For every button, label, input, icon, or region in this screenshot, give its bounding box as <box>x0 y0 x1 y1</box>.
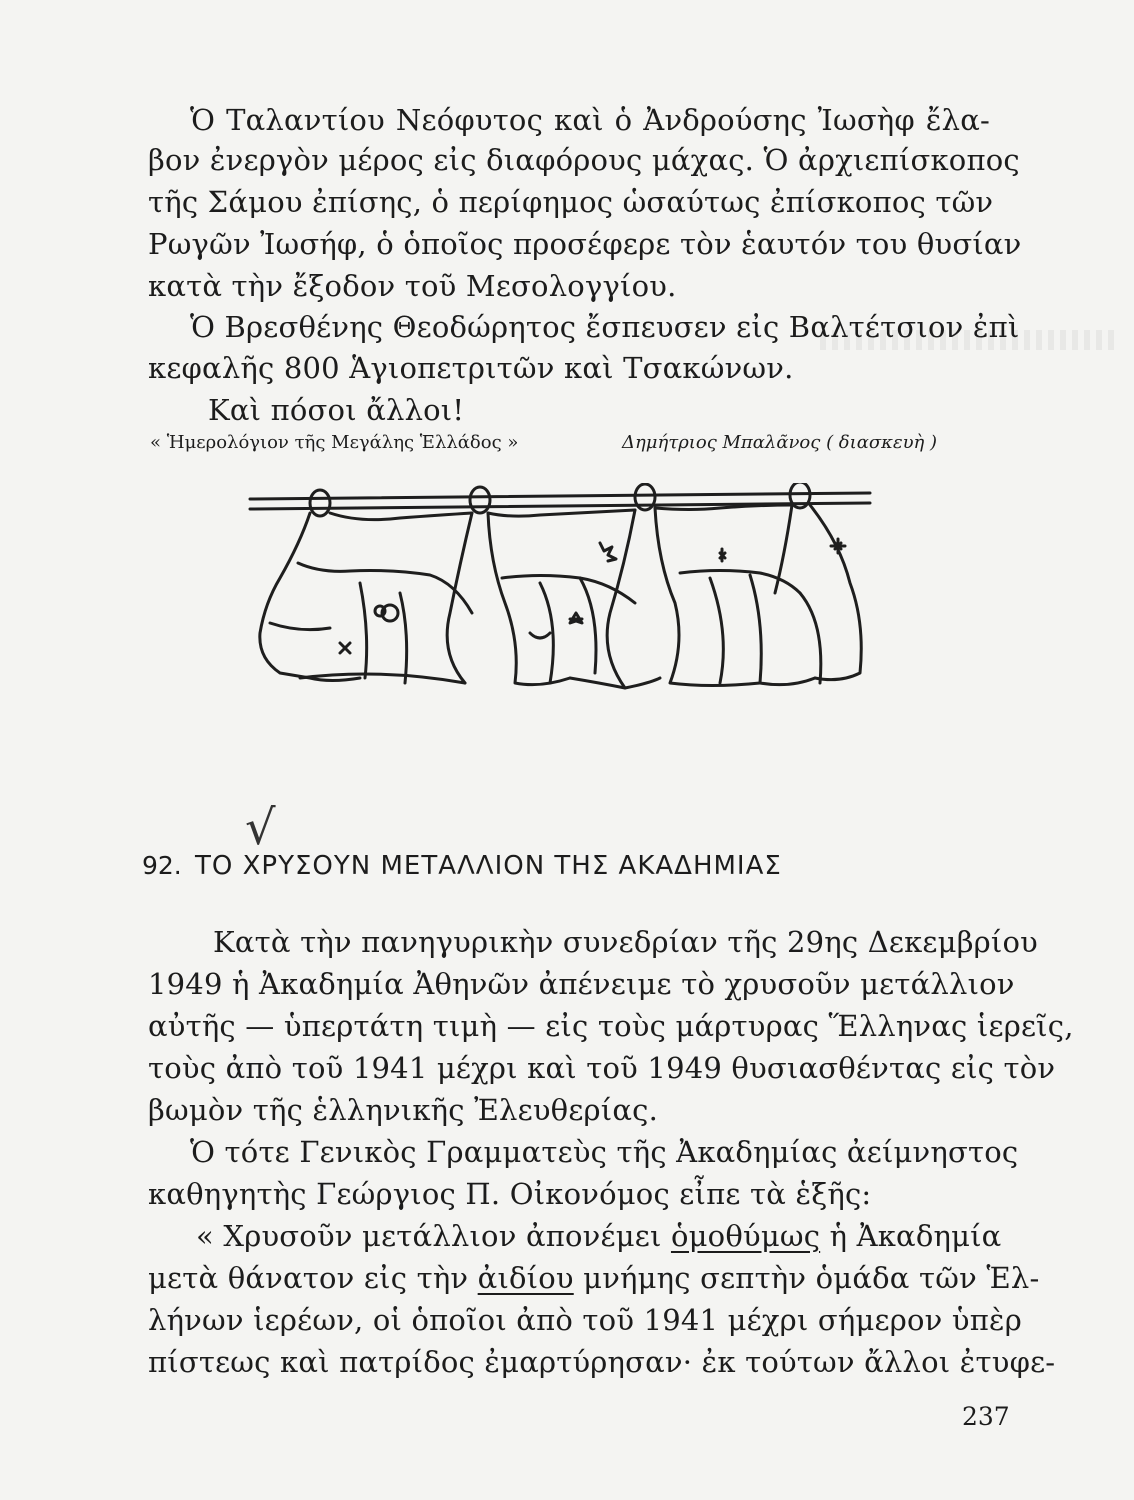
text-line: πίστεως καὶ πατρίδος ἐμαρτύρησαν· ἐκ τούτων ἄλλοι ἐτυφε- <box>148 1345 1056 1379</box>
text-line: καθηγητὴς Γεώργιος Π. Οἰκονόμος εἶπε τὰ ἑξῆς: <box>148 1177 872 1211</box>
text-line: Ὁ Βρεσθένης Θεοδώρητος ἔσπευσεν εἰς Βαλτέτσιον ἐπὶ <box>190 310 1020 344</box>
text-line: βον ἐνεργὸν μέρος εἰς διαφόρους μάχας. Ὁ ἀρχιεπίσκοπος <box>148 143 1020 177</box>
page-number: 237 <box>962 1402 1010 1431</box>
text-line: Ὁ τότε Γενικὸς Γραμματεὺς τῆς Ἀκαδημίας ἀείμνηστος <box>190 1135 1019 1169</box>
text-line: κεφαλῆς 800 Ἁγιοπετριτῶν καὶ Τσακώνων. <box>148 351 794 385</box>
text-line: Καὶ πόσοι ἄλλοι! <box>208 393 465 427</box>
section-number: 92. <box>142 851 182 880</box>
text-line: λήνων ἱερέων, οἱ ὁποῖοι ἀπὸ τοῦ 1941 μέχρι σήμερον ὑπὲρ <box>148 1303 1022 1337</box>
text-line: βωμὸν τῆς ἑλληνικῆς Ἐλευθερίας. <box>148 1093 659 1127</box>
text-line: 1949 ἡ Ἀκαδημία Ἀθηνῶν ἀπένειμε τὸ χρυσοῦν μετάλλιον <box>148 967 1015 1001</box>
section-title: ΤΟ ΧΡΥΣΟΥΝ ΜΕΤΑΛΛΙΟΝ ΤΗΣ ΑΚΑΔΗΜΙΑΣ <box>195 851 782 881</box>
underlined-word: ὁμοθύμως <box>670 1219 821 1253</box>
handwritten-check-mark: √ <box>245 800 276 856</box>
text-segment: ἡ Ἀκαδημία <box>820 1219 1002 1253</box>
text-line: Ὁ Ταλαντίου Νεόφυτος καὶ ὁ Ἀνδρούσης Ἰωσὴφ ἔλα- <box>190 103 990 137</box>
caption-author: Δημήτριος Μπαλᾶνος ( διασκευὴ ) <box>622 432 938 453</box>
underlined-word: ἀιδίου <box>477 1261 574 1295</box>
text-line: Ρωγῶν Ἰωσήφ, ὁ ὁποῖος προσέφερε τὸν ἑαυτόν του θυσίαν <box>148 227 1022 261</box>
text-segment: « Χρυσοῦν μετάλλιον ἀπονέμει <box>196 1219 671 1253</box>
text-line: κατὰ τὴν ἔξοδον τοῦ Μεσολογγίου. <box>148 269 677 303</box>
text-line <box>196 1216 1002 1256</box>
text-line: τοὺς ἀπὸ τοῦ 1941 μέχρι καὶ τοῦ 1949 θυσιασθέντας εἰς τὸν <box>148 1051 1056 1085</box>
text-line: τῆς Σάμου ἐπίσης, ὁ περίφημος ὡσαύτως ἐπίσκοπος τῶν <box>148 185 994 219</box>
text-line: αὐτῆς — ὑπερτάτη τιμὴ — εἰς τοὺς μάρτυρας Ἕλληνας ἱερεῖς, <box>148 1009 1074 1043</box>
text-segment: μετὰ θάνατον εἰς τὴν <box>148 1261 478 1295</box>
text-line <box>148 1258 1040 1298</box>
caption-source: « Ἡμερολόγιον τῆς Μεγάλης Ἑλλάδος » <box>150 432 519 453</box>
text-line: Κατὰ τὴν πανηγυρικὴν συνεδρίαν τῆς 29ης Δεκεμβρίου <box>213 925 1038 959</box>
text-segment: μνήμης σεπτὴν ὁμάδα τῶν Ἑλ- <box>573 1261 1040 1295</box>
curtain-illustration <box>240 483 880 698</box>
